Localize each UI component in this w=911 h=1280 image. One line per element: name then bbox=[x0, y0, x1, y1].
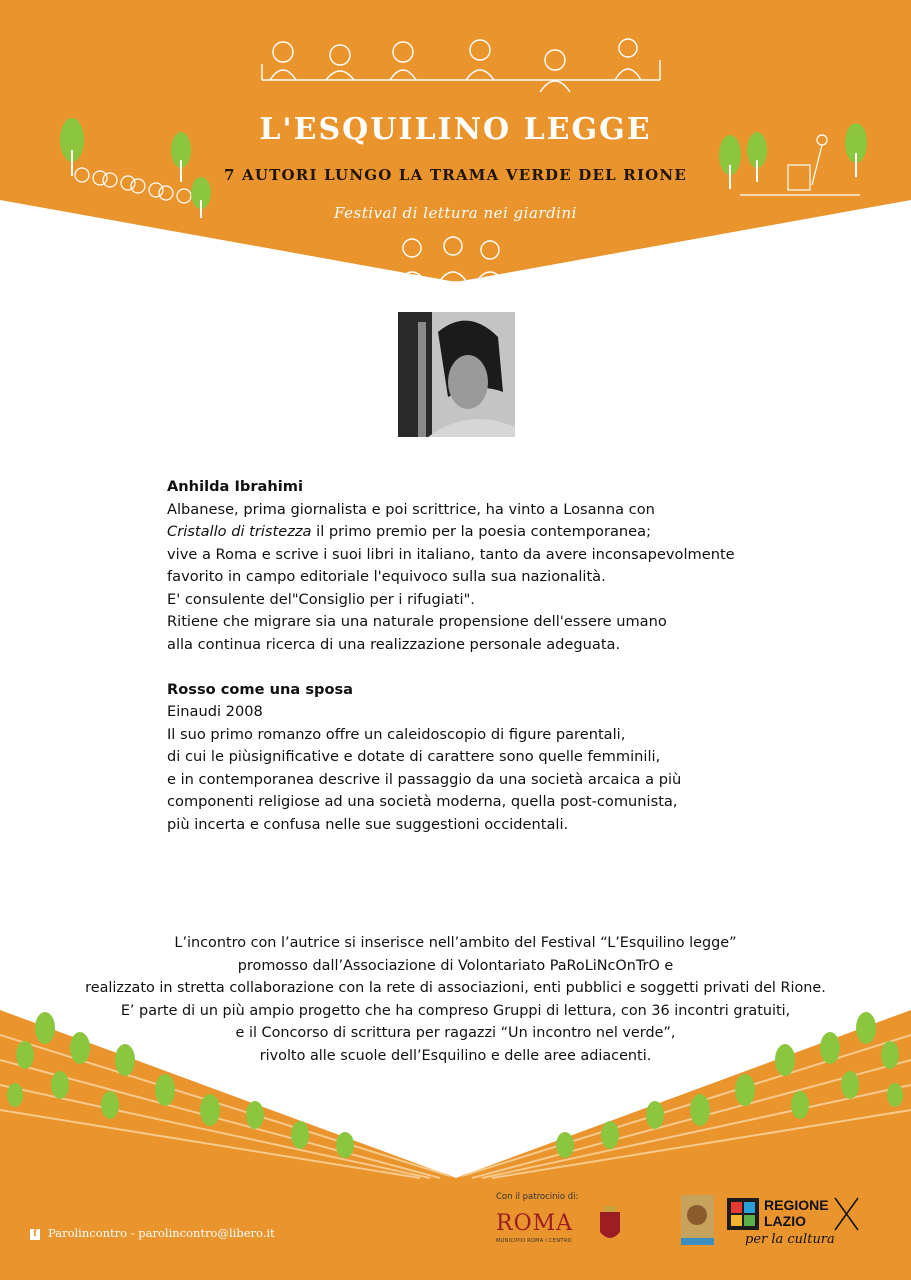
book-desc-line: più incerta e confusa nelle sue suggestioni occidentali. bbox=[167, 815, 569, 833]
book-desc-line: componenti religiose ad una società moderna, quella post-comunista, bbox=[167, 793, 678, 810]
festival-info-line: E’ parte di un più ampio progetto che ha compreso Gruppi di lettura, con 36 incontri gratuiti, bbox=[120, 1002, 791, 1019]
spacer bbox=[167, 656, 827, 679]
festival-tagline: Festival di lettura nei giardini bbox=[334, 204, 577, 222]
municipio-badge bbox=[681, 1195, 714, 1245]
festival-info-line: rivolto alle scuole dell’Esquilino e delle aree adiacenti. bbox=[259, 1047, 652, 1064]
book-desc-line: Il suo primo romanzo offre un caleidoscopio di figure parentali, bbox=[167, 725, 626, 743]
author-bio-line: alla continua ricerca di una realizzazione personale adeguata. bbox=[167, 635, 621, 653]
regione-text: REGIONE bbox=[764, 1197, 829, 1213]
contact-info bbox=[30, 1226, 275, 1240]
award-book-title: Cristallo di tristezza bbox=[167, 523, 312, 540]
festival-info bbox=[0, 932, 911, 1067]
roma-logo-text: ROMA bbox=[496, 1211, 574, 1236]
book-publisher: Einaudi 2008 bbox=[167, 703, 263, 720]
author-bio-text: il primo premio per la poesia contemporanea; bbox=[311, 523, 652, 540]
facebook-icon: f bbox=[30, 1229, 40, 1240]
festival-subtitle: 7 AUTORI LUNGO LA TRAMA VERDE DEL RIONE bbox=[224, 166, 687, 184]
festival-info-line: realizzato in stretta collaborazione con la rete di associazioni, enti pubblici e soggetti privati del Rione. bbox=[85, 980, 826, 996]
author-bio-line: favorito in campo editoriale l'equivoco sulla sua nazionalità. bbox=[167, 568, 606, 585]
book-desc-line: di cui le piùsignificative e dotate di carattere sono quelle femminili, bbox=[167, 748, 661, 765]
author-bio-line: Albanese, prima giornalista e poi scrittrice, ha vinto a Losanna con bbox=[167, 500, 655, 518]
festival-info-line: promosso dall’Associazione di Volontariato PaRoLiNcOnTrO e bbox=[237, 957, 674, 974]
contact-text: Parolincontro - parolincontro@libero.it bbox=[48, 1226, 275, 1240]
book-desc-line: e in contemporanea descrive il passaggio da una società arcaica a più bbox=[167, 770, 682, 788]
patronage-label: Con il patrocinio di: bbox=[496, 1192, 579, 1202]
lazio-text: LAZIO bbox=[764, 1213, 806, 1229]
festival-info-line: L’incontro con l’autrice si inserisce nell’ambito del Festival “L’Esquilino legge” bbox=[174, 935, 737, 951]
per-la-cultura-text: per la cultura bbox=[745, 1232, 835, 1247]
author-bio-line: E' consulente del"Consiglio per i rifugiati". bbox=[167, 590, 475, 608]
author-photo bbox=[398, 312, 515, 437]
municipio-text: MUNICIPIO ROMA I CENTRO bbox=[496, 1238, 572, 1244]
book-title: Rosso come una sposa bbox=[167, 680, 354, 698]
author-name: Anhilda Ibrahimi bbox=[167, 478, 303, 495]
author-bio-line: vive a Roma e scrive i suoi libri in italiano, tanto da avere inconsapevolmente bbox=[167, 545, 735, 563]
festival-title: L'ESQUILINO LEGGE bbox=[259, 112, 652, 147]
author-bio-line: Ritiene che migrare sia una naturale propensione dell'essere umano bbox=[167, 613, 667, 630]
author-bio-line bbox=[167, 521, 827, 544]
author-section bbox=[167, 476, 827, 836]
festival-info-line: e il Concorso di scrittura per ragazzi “Un incontro nel verde”, bbox=[235, 1025, 676, 1041]
